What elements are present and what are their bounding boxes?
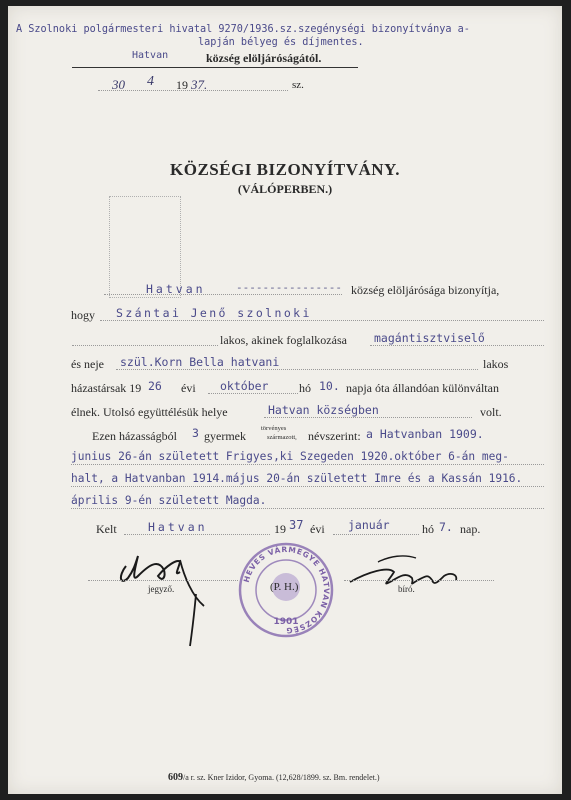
- sz-label: sz.: [292, 79, 304, 91]
- children-start: a Hatvanban 1909.: [366, 427, 484, 441]
- kelt-place: Hatvan: [148, 520, 208, 534]
- kelt-day: 7.: [439, 520, 453, 534]
- stamp-year: 1901: [273, 617, 299, 627]
- notary-signature-icon: [108, 536, 218, 656]
- small-note-top: törvényes: [261, 425, 287, 432]
- lakos-label-2: lakos: [483, 357, 509, 371]
- mayor-signature-icon: [338, 552, 478, 602]
- elnek-label: élnek. Utolsó együttélésük helye: [71, 405, 228, 419]
- es-neje-label: és neje: [71, 357, 104, 371]
- kelt-year-prefix: 19: [274, 522, 286, 536]
- hogy-label: hogy: [71, 308, 95, 322]
- document-page: A Szolnoki polgármesteri hivatal 9270/1936.sz.szegénységi bizonyítványa a- lapján bélyeg és díjmentes. Hatvan község elöljáróságától. 30 4 19 37. sz. KÖZSÉGI BIZONYÍTVÁNY. (VÁLÓPERBEN.) Hatvan ---------------- község elöljárósága bizonyítja, hogy Szántai Jenő szolnoki lakos, akinek foglalkozása magántisztviselő és neje szül.Korn Bella hatvani lakos házastársak 19 26 évi október hó 10. napja óta állandóan különváltan élnek. Utolsó együttélésük helye Hatvan községben volt. Ezen házasságból 3 gyermek törvényes származott, névszerint: a Hatvanban 1909. junius 26-án született Frigyes,ki Szegeden 1920.október 6-án meg- halt, a Hatvanban 1914.május 20-án született Imre és a Kassán 1916. április 9-én született Magda. Kelt Hatvan 19 37 évi január hó 7. nap. jegyző. bíró. HEVES VÁRMEGYE HATVAN KÖZSÉG 1901 (P. H.) 609/a r. sz. Kner Izidor, Gyoma. (12,628/1899. sz. Bm. rendelet.): [8, 6, 562, 794]
- nevszerint-label: névszerint:: [308, 429, 361, 443]
- date-year-prefix: 19: [176, 78, 188, 92]
- occupation: magántisztviselő: [374, 331, 485, 345]
- children-line-2: halt, a Hatvanban 1914.május 20-án született Imre és a Kassán 1916.: [71, 472, 523, 485]
- body-place: Hatvan: [146, 282, 206, 296]
- footer-line: [168, 772, 380, 783]
- footer-text: /a r. sz. Kner Izidor, Gyoma. (12,628/1899. sz. Bm. rendelet.): [183, 773, 380, 782]
- kelt-evi: évi: [310, 522, 325, 536]
- marriage-year-digits: 26: [148, 379, 162, 393]
- biro-label: bíró.: [398, 584, 415, 594]
- lakos-label: lakos, akinek foglalkozása: [220, 333, 347, 347]
- header-office-label: község elöljáróságától.: [206, 51, 322, 65]
- kelt-nap: nap.: [460, 522, 481, 536]
- ezen-label: Ezen házasságból: [92, 429, 177, 443]
- ph-label: (P. H.): [270, 581, 299, 593]
- document-subtitle: (VÁLÓPERBEN.): [237, 182, 333, 196]
- separation-month: október: [220, 379, 269, 393]
- children-count: 3: [192, 426, 199, 440]
- person-name: Szántai Jenő szolnoki: [116, 306, 312, 320]
- header-typed-line-2: lapján bélyeg és díjmentes.: [198, 37, 364, 48]
- document-title: KÖZSÉGI BIZONYÍTVÁNY.: [170, 160, 400, 179]
- date-month: 4: [147, 74, 154, 89]
- header-place: Hatvan: [132, 50, 169, 61]
- separation-day: 10.: [319, 379, 340, 393]
- header-typed-line-1: A Szolnoki polgármesteri hivatal 9270/1936.sz.szegénységi bizonyítványa a-: [16, 24, 470, 35]
- children-line-3: április 9-én született Magda.: [71, 494, 267, 507]
- kelt-month: január: [348, 518, 390, 532]
- last-place: Hatvan községben: [268, 403, 379, 417]
- wife-name: szül.Korn Bella hatvani: [120, 355, 280, 369]
- kelt-label: Kelt: [96, 522, 117, 536]
- gyermek-label: gyermek: [204, 429, 246, 443]
- napja-label: napja óta állandóan különváltan: [346, 381, 499, 395]
- line1-dots: [104, 294, 342, 295]
- header-rule: [72, 67, 358, 68]
- evi-label: évi: [181, 381, 196, 395]
- kelt-year: 37: [289, 518, 304, 532]
- stamp-ring-text: HEVES VÁRMEGYE HATVAN KÖZSÉG: [241, 544, 332, 636]
- line1-label: község elöljárósága bizonyítja,: [351, 283, 500, 297]
- footer-number: 609: [168, 772, 183, 783]
- volt-label: volt.: [480, 405, 502, 419]
- hazastarsak-label: házastársak 19: [71, 381, 142, 395]
- small-note-bottom: származott,: [267, 434, 297, 441]
- ho-label: hó: [299, 381, 311, 395]
- date-year-suffix: 37.: [191, 77, 208, 92]
- date-day: 30: [112, 77, 125, 92]
- kelt-ho: hó: [422, 522, 434, 536]
- jegyzo-label: jegyző.: [148, 584, 175, 594]
- children-line-1: junius 26-án született Frigyes,ki Szegeden 1920.október 6-án meg-: [71, 450, 509, 463]
